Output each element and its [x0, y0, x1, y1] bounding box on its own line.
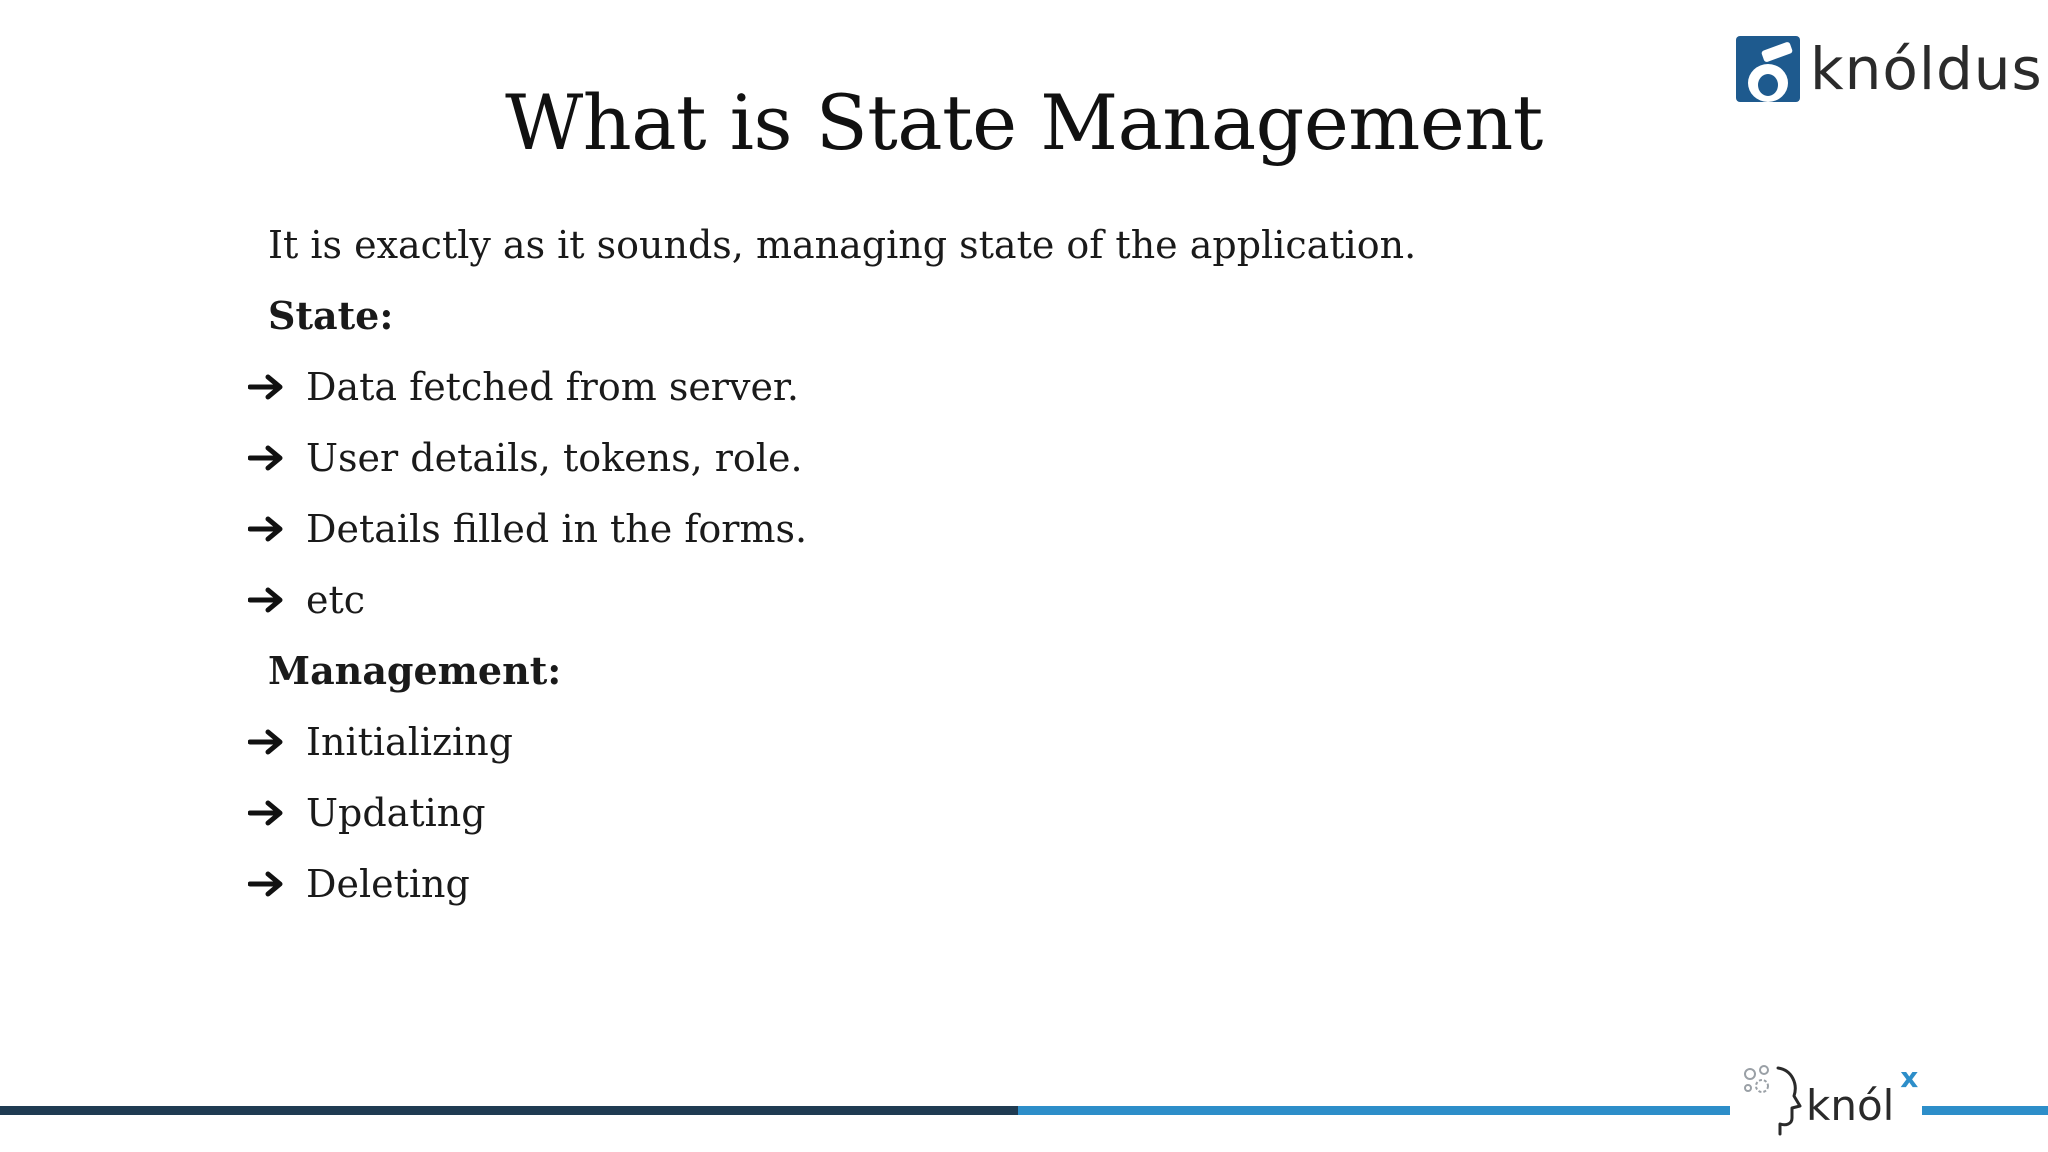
- list-item: [248, 507, 808, 551]
- brand-name: knóldus: [1810, 35, 2043, 103]
- right-arrow-icon: [248, 728, 288, 756]
- list-item: [248, 578, 366, 622]
- right-arrow-icon: [248, 586, 288, 614]
- knolx-text: knól: [1806, 1080, 1895, 1130]
- list-item: [248, 720, 513, 764]
- list-item: [248, 862, 470, 906]
- knolx-logo: [1730, 1052, 1922, 1144]
- slide-title: What is State Management: [505, 78, 1543, 167]
- right-arrow-icon: [248, 515, 288, 543]
- management-item-text: Initializing: [306, 720, 513, 764]
- right-arrow-icon: [248, 373, 288, 401]
- state-item-text: User details, tokens, role.: [306, 436, 803, 480]
- management-item-text: Updating: [306, 791, 486, 835]
- list-item: [248, 365, 799, 409]
- intro-text: It is exactly as it sounds, managing state of the application.: [268, 223, 1417, 267]
- management-heading: Management:: [268, 648, 562, 693]
- state-item-text: Data fetched from server.: [306, 365, 799, 409]
- management-item-text: Deleting: [306, 862, 470, 906]
- right-arrow-icon: [248, 870, 288, 898]
- list-item: [248, 436, 803, 480]
- list-item: [248, 791, 486, 835]
- state-heading: State:: [268, 293, 394, 338]
- state-item-text: etc: [306, 578, 366, 622]
- state-item-text: Details filled in the forms.: [306, 507, 808, 551]
- knolx-superscript: x: [1900, 1060, 1919, 1094]
- knolx-wordmark: [1806, 1060, 1919, 1130]
- right-arrow-icon: [248, 444, 288, 472]
- knolx-head-icon: [1738, 1060, 1804, 1136]
- footer-bar-dark: [0, 1106, 1018, 1115]
- right-arrow-icon: [248, 799, 288, 827]
